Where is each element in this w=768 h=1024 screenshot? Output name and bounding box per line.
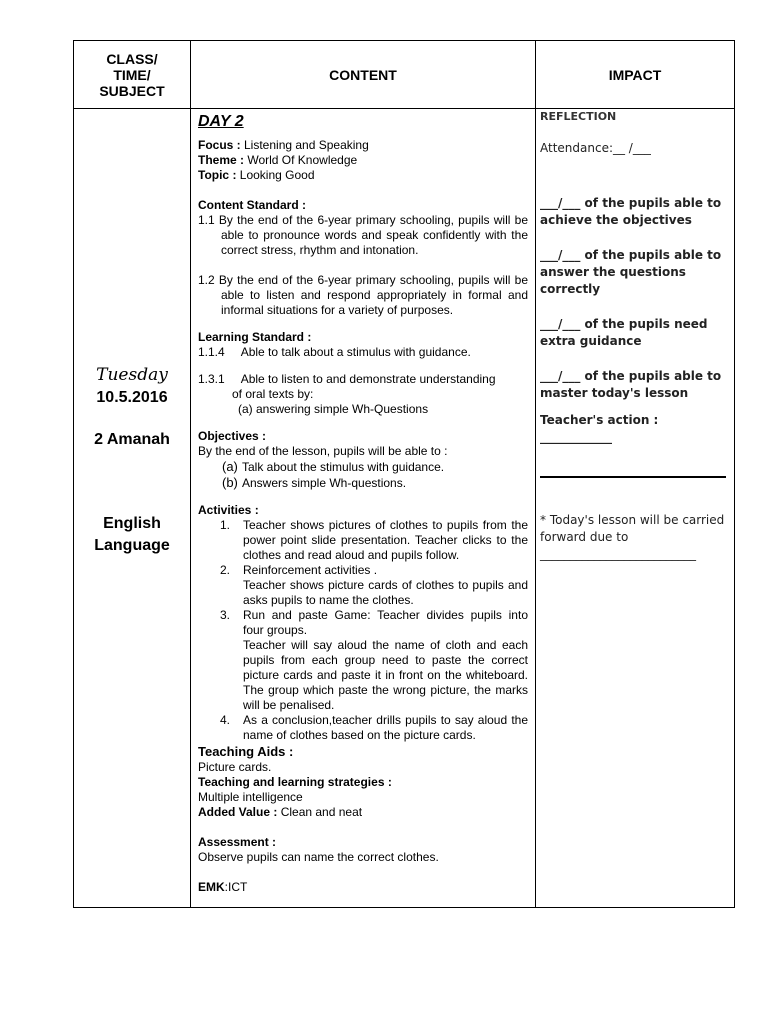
content-standard-2: 1.2 By the end of the 6-year primary schooling, pupils will be able to listen and respond appropriately in formal and informal situations for a variety of purposes.	[198, 273, 528, 317]
activity-text: Teacher shows picture cards of clothes to pupils and asks pupils to name the clothes.	[243, 578, 528, 607]
teaching-aids-title: Teaching Aids :	[198, 744, 294, 759]
teacher-action: Teacher's action : ____________	[540, 413, 659, 444]
focus-row	[198, 138, 528, 153]
assessment: Observe pupils can name the correct clothes.	[198, 850, 439, 864]
impact-cell	[540, 108, 732, 563]
learning-standard-2b: of oral texts by:	[232, 387, 314, 401]
added-value-label: Added Value :	[198, 805, 278, 819]
objective-text: Talk about the stimulus with guidance.	[242, 460, 445, 474]
subject-line: English	[103, 515, 161, 532]
carry-forward-note: * Today's lesson will be carried forward due to	[540, 513, 725, 544]
subject-line: Language	[94, 537, 170, 554]
content-cell	[198, 110, 528, 895]
topic-row	[198, 168, 528, 183]
column-divider	[535, 41, 536, 907]
activity-number: 2.	[220, 563, 231, 577]
header-content: CONTENT	[329, 66, 397, 83]
focus-label: Focus :	[198, 138, 241, 152]
reflection-answers: ___/___ of the pupils able to answer the questions correctly	[540, 248, 722, 296]
activity-text: Reinforcement activities .	[243, 563, 378, 577]
activity-number: 3.	[220, 608, 231, 622]
reflection-extra-guidance: ___/___ of the pupils need extra guidance	[540, 317, 708, 348]
activity-text: Run and paste Game: Teacher divides pupils into four groups.	[243, 608, 528, 637]
subject	[74, 513, 190, 557]
emk-value: :ICT	[224, 880, 248, 894]
activity-text: As a conclusion,teacher drills pupils to say aloud the name of clothes based on the picture cards.	[243, 713, 528, 742]
activity-number: 4.	[220, 713, 231, 727]
objective-text: Answers simple Wh-questions.	[242, 476, 407, 490]
objective-letter: (a)	[222, 459, 238, 474]
theme-row	[198, 153, 528, 168]
attendance: Attendance:__ /___	[540, 141, 651, 155]
activity-number: 1.	[220, 518, 231, 532]
column-divider	[190, 41, 191, 907]
activities-list	[198, 518, 528, 743]
teaching-strategies-title: Teaching and learning strategies :	[198, 775, 392, 789]
day-name: Tuesday	[96, 365, 168, 385]
emk-row	[198, 880, 528, 895]
class-time-subject-cell	[74, 108, 190, 907]
activity-item	[198, 713, 528, 743]
header-line: TIME/	[113, 66, 151, 83]
learning-standard-2: 1.3.1 Able to listen to and demonstrate understanding	[198, 372, 496, 386]
content-standard-title: Content Standard :	[198, 198, 306, 212]
focus-value: Listening and Speaking	[240, 138, 369, 152]
teaching-strategies: Multiple intelligence	[198, 790, 303, 804]
assessment-title: Assessment :	[198, 835, 277, 849]
objective-b	[198, 475, 528, 491]
reflection-objectives: ___/___ of the pupils able to achieve the objectives	[540, 196, 722, 227]
activity-text: Teacher will say aloud the name of cloth and each pupils from each group need to paste the correct picture cards and paste it in front on the whiteboard. The group which paste the wrong picture, the marks will be penalised.	[243, 638, 528, 712]
objective-a	[198, 459, 528, 475]
objectives-title: Objectives :	[198, 429, 267, 443]
reflection-title: REFLECTION	[540, 110, 617, 123]
activity-item	[198, 608, 528, 713]
theme-value: World Of Knowledge	[244, 153, 358, 167]
emk-label: EMK	[198, 880, 225, 894]
lesson-date: 10.5.2016	[96, 389, 168, 406]
carry-forward-line: __________________________	[540, 547, 696, 561]
learning-standard-1: 1.1.4 Able to talk about a stimulus with guidance.	[198, 345, 471, 359]
content-standard-1: 1.1 By the end of the 6-year primary schooling, pupils will be able to pronounce words and speak confidently with the correct stress, rhythm and intonation.	[198, 213, 528, 257]
topic-label: Topic :	[198, 168, 237, 182]
teaching-aids: Picture cards.	[198, 760, 272, 774]
objectives-intro: By the end of the lesson, pupils will be able to :	[198, 444, 448, 458]
header-class-time-subject	[74, 41, 190, 108]
day-title: DAY 2	[198, 113, 244, 130]
class-name: 2 Amanah	[94, 431, 170, 448]
added-value-row	[198, 805, 528, 820]
reflection-master-lesson: ___/___ of the pupils able to master today's lesson	[540, 369, 722, 400]
lesson-plan-table	[73, 40, 735, 908]
learning-standard-2c: (a) answering simple Wh-Questions	[238, 402, 429, 416]
topic-value: Looking Good	[236, 168, 315, 182]
header-line: SUBJECT	[99, 82, 165, 99]
activity-item	[198, 563, 528, 608]
activity-text: Teacher shows pictures of clothes to pupils from the power point slide presentation. Teacher clicks to the clothes and read aloud and pupils follow.	[243, 518, 528, 562]
header-impact: IMPACT	[608, 66, 662, 83]
activities-title: Activities :	[198, 503, 259, 517]
theme-label: Theme :	[198, 153, 245, 167]
learning-standard-title: Learning Standard :	[198, 330, 312, 344]
activity-item	[198, 518, 528, 563]
added-value: Clean and neat	[277, 805, 363, 819]
header-line: CLASS/	[106, 50, 158, 67]
objective-letter: (b)	[222, 475, 238, 490]
